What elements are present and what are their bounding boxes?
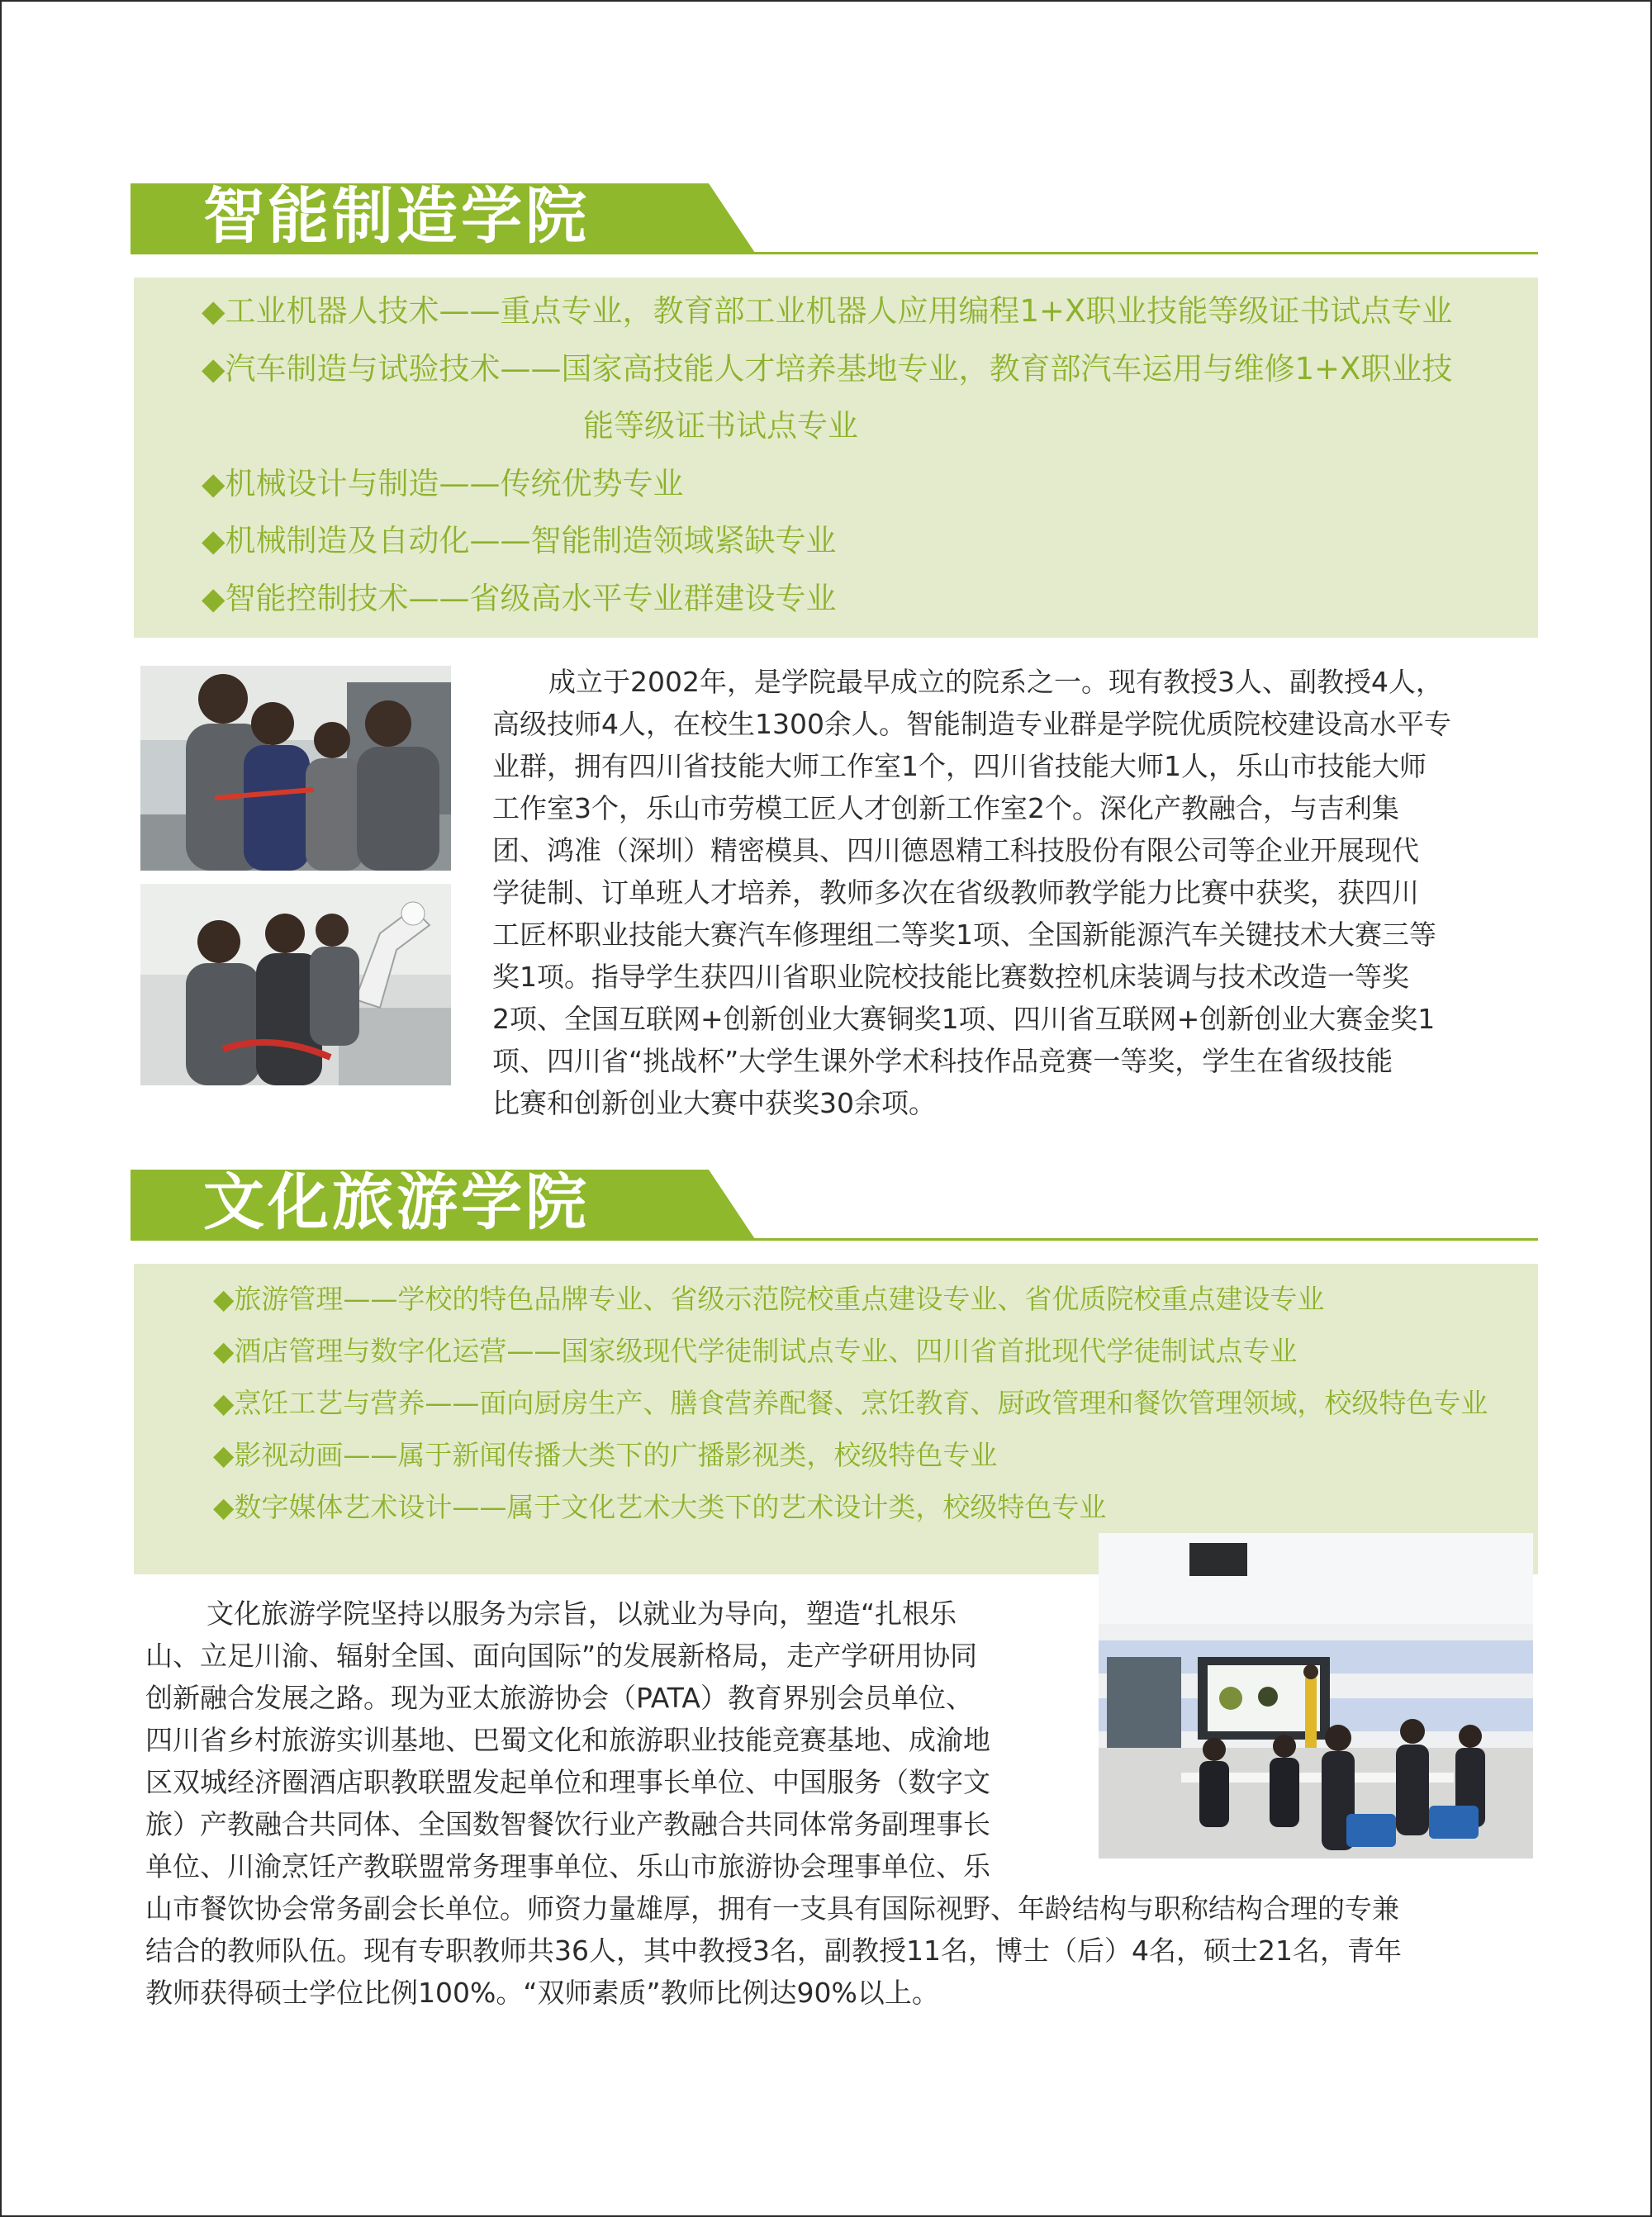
paragraph-line: 创新融合发展之路。现为亚太旅游协会（PATA）教育界别会员单位、 bbox=[145, 1682, 973, 1714]
major-item: ◆机械制造及自动化——智能制造领域紧缺专业 bbox=[202, 523, 837, 558]
major-list-intelligent-manufacturing bbox=[134, 278, 1538, 638]
paragraph-line: 旅）产教融合共同体、全国数智餐饮行业产教融合共同体常务副理事长 bbox=[145, 1808, 990, 1840]
section-banner-culture-tourism bbox=[131, 1167, 1538, 1242]
section-banner-intelligent-manufacturing bbox=[131, 183, 1538, 256]
section-title: 智能制造学院 bbox=[203, 181, 590, 252]
paragraph-line: 山、立足川渝、辐射全国、面向国际”的发展新格局，走产学研用协同 bbox=[145, 1640, 978, 1672]
major-item: ◆酒店管理与数字化运营——国家级现代学徒制试点专业、四川省首批现代学徒制试点专业 bbox=[213, 1335, 1298, 1367]
paragraph-line: 2项、全国互联网+创新创业大赛铜奖1项、四川省互联网+创新创业大赛金奖1 bbox=[492, 1003, 1436, 1035]
major-item: ◆机械设计与制造——传统优势专业 bbox=[202, 466, 684, 501]
paragraph-line: 单位、川渝烹饪产教联盟常务理事单位、乐山市旅游协会理事单位、乐 bbox=[145, 1850, 990, 1882]
major-item: ◆影视动画——属于新闻传播大类下的广播影视类，校级特色专业 bbox=[213, 1439, 998, 1471]
paragraph-line: 奖1项。指导学生获四川省职业院校技能比赛数控机床装调与技术改造一等奖 bbox=[492, 961, 1409, 993]
paragraph-line: 项、四川省“挑战杯”大学生课外学术科技作品竞赛一等奖，学生在省级技能 bbox=[492, 1045, 1393, 1077]
paragraph-line: 团、鸿准（深圳）精密模具、四川德恩精工科技股份有限公司等企业开展现代 bbox=[492, 834, 1419, 866]
description-intelligent-manufacturing bbox=[492, 661, 1538, 1123]
paragraph-line: 比赛和创新创业大赛中获奖30余项。 bbox=[492, 1087, 936, 1119]
major-item: ◆智能控制技术——省级高水平专业群建设专业 bbox=[202, 581, 837, 616]
paragraph-line: 山市餐饮协会常务副会长单位。师资力量雄厚，拥有一支具有国际视野、年龄结构与职称结构合理的专兼 bbox=[145, 1892, 1399, 1925]
description-culture-tourism bbox=[145, 1593, 1541, 2022]
paragraph-line: 区双城经济圈酒店职教联盟发起单位和理事长单位、中国服务（数字文 bbox=[145, 1766, 990, 1798]
major-item: ◆工业机器人技术——重点专业，教育部工业机器人应用编程1+X职业技能等级证书试点专业 bbox=[202, 293, 1453, 329]
photo-robot-arm-training bbox=[140, 884, 451, 1085]
paragraph-line: 业群，拥有四川省技能大师工作室1个，四川省技能大师1人，乐山市技能大师 bbox=[492, 750, 1427, 782]
major-item: ◆汽车制造与试验技术——国家高技能人才培养基地专业，教育部汽车运用与维修1+X职业技 bbox=[202, 351, 1453, 387]
major-item: ◆烹饪工艺与营养——面向厨房生产、膳食营养配餐、烹饪教育、厨政管理和餐饮管理领域，校级特色专业 bbox=[213, 1387, 1488, 1419]
paragraph-line: 工匠杯职业技能大赛汽车修理组二等奖1项、全国新能源汽车关键技术大赛三等 bbox=[492, 919, 1436, 951]
paragraph-line: 工作室3个，乐山市劳模工匠人才创新工作室2个。深化产教融合，与吉利集 bbox=[492, 792, 1399, 824]
major-list-culture-tourism bbox=[134, 1264, 1538, 1574]
paragraph-line: 学徒制、订单班人才培养，教师多次在省级教师教学能力比赛中获奖，获四川 bbox=[492, 876, 1419, 909]
paragraph-line: 四川省乡村旅游实训基地、巴蜀文化和旅游职业技能竞赛基地、成渝地 bbox=[145, 1724, 990, 1756]
paragraph-line: 高级技师4人，在校生1300余人。智能制造专业群是学院优质院校建设高水平专 bbox=[492, 708, 1451, 740]
paragraph-line: 文化旅游学院坚持以服务为宗旨，以就业为导向，塑造“扎根乐 bbox=[206, 1597, 957, 1630]
paragraph-line: 教师获得硕士学位比例100%。“双师素质”教师比例达90%以上。 bbox=[145, 1977, 939, 2009]
paragraph-line: 结合的教师队伍。现有专职教师共36人，其中教授3名，副教授11名，博士（后）4名，硕士21名，青年 bbox=[145, 1935, 1402, 1967]
photo-students-workshop bbox=[140, 666, 451, 871]
major-item-continuation: 能等级证书试点专业 bbox=[583, 408, 858, 444]
section-title: 文化旅游学院 bbox=[203, 1167, 590, 1238]
major-item: ◆旅游管理——学校的特色品牌专业、省级示范院校重点建设专业、省优质院校重点建设专业 bbox=[213, 1283, 1325, 1315]
paragraph-line: 成立于2002年，是学院最早成立的院系之一。现有教授3人、副教授4人， bbox=[548, 666, 1443, 698]
major-item: ◆数字媒体艺术设计——属于文化艺术大类下的艺术设计类，校级特色专业 bbox=[213, 1491, 1107, 1523]
